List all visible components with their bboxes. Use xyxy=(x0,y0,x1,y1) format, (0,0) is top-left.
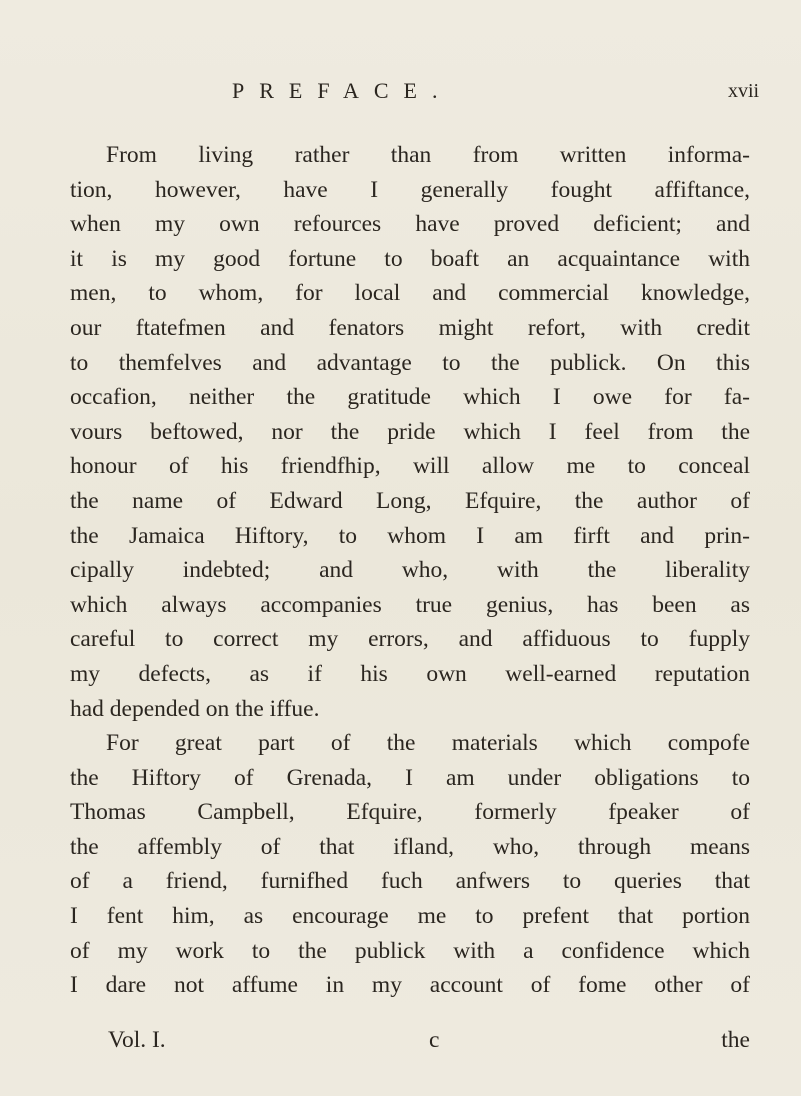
text-line: tion, however, have I generally fought affiftance, xyxy=(70,176,750,203)
text-line: to themfelves and advantage to the publick. On this xyxy=(70,349,750,376)
text-line: our ftatefmen and fenators might refort, with credit xyxy=(70,314,750,341)
text-line: For great part of the materials which compofe xyxy=(106,730,750,757)
text-line: the affembly of that ifland, who, through means xyxy=(70,833,750,860)
text-line: vours beftowed, nor the pride which I feel from the xyxy=(70,418,750,445)
text-line: careful to correct my errors, and affiduous to fupply xyxy=(70,626,750,653)
text-line: of my work to the publick with a confidence which xyxy=(70,937,750,964)
catchword: the xyxy=(721,1027,750,1053)
text-line: my defects, as if his own well-earned reputation xyxy=(70,660,750,687)
text-line: had depended on the iffue. xyxy=(70,695,320,722)
text-line: occafion, neither the gratitude which I owe for fa- xyxy=(70,384,750,411)
text-line: which always accompanies true genius, has been as xyxy=(70,591,750,618)
text-line: it is my good fortune to boaft an acquaintance with xyxy=(70,245,750,272)
body-text xyxy=(70,138,750,1003)
text-line: men, to whom, for local and commercial knowledge, xyxy=(70,280,750,307)
text-line: cipally indebted; and who, with the liberality xyxy=(70,557,750,584)
signature-mark: c xyxy=(429,1027,440,1053)
volume-label: Vol. I. xyxy=(108,1027,166,1053)
text-line: of a friend, furnifhed fuch anfwers to queries that xyxy=(70,868,750,895)
text-line: the Hiftory of Grenada, I am under obligations to xyxy=(70,764,750,791)
page-number: xvii xyxy=(728,80,760,102)
text-line: I fent him, as encourage me to prefent that portion xyxy=(70,903,750,930)
text-line: Thomas Campbell, Efquire, formerly fpeaker of xyxy=(70,799,750,826)
text-line: when my own refources have proved deficient; and xyxy=(70,211,750,238)
page-footer xyxy=(72,1027,750,1063)
text-line: the name of Edward Long, Efquire, the author of xyxy=(70,487,750,514)
text-line: honour of his friendfhip, will allow me to conceal xyxy=(70,453,750,480)
text-line: I dare not affume in my account of fome other of xyxy=(70,972,750,999)
running-head xyxy=(0,78,801,108)
text-line: From living rather than from written informa- xyxy=(106,142,750,168)
page-title: PREFACE. xyxy=(232,78,453,103)
text-line: the Jamaica Hiftory, to whom I am firft and prin- xyxy=(70,522,750,549)
